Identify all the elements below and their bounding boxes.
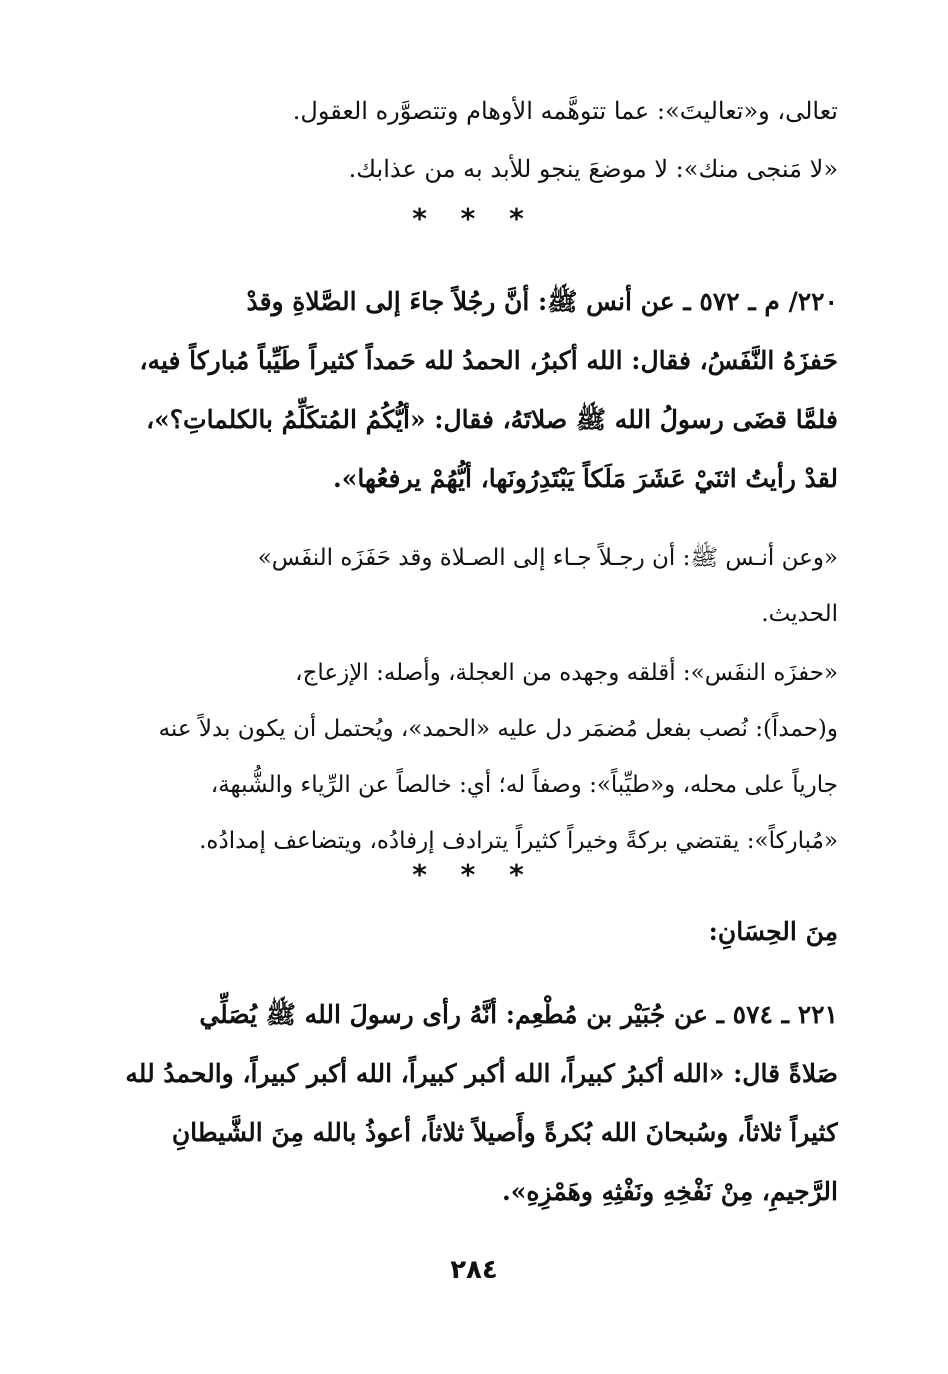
hadith-220 [110,272,838,508]
hadith-220-line-2: حَفزَهُ النَّفَسُ، فقال: الله أكبرُ، الحمدُ لله حَمداً كثيراً طَيِّباً مُباركاً فيه، [139,346,838,375]
section-separator: * * * [412,858,536,891]
book-page [110,0,838,1374]
commentary-explanation [110,645,838,869]
page-number: ٢٨٤ [450,1255,498,1285]
hadith-220-line-3: فلمَّا قضَى رسولُ الله ﷺ صلاتَهُ، فقال: «أيُّكُمُ المُتكَلِّمُ بالكلماتِ؟»، [146,405,838,434]
hadith-221-line-1: ٢٢١ ـ ٥٧٤ ـ عن جُبَيْر بن مُطْعِم: أنَّهُ رأى رسولَ الله ﷺ يُصَلِّي [199,1000,838,1029]
hadith-221-line-3: كثيراً ثلاثاً، وسُبحانَ الله بُكرةً وأَصيلاً ثلاثاً، أعوذُ بالله مِنَ الشَّيطانِ [171,1118,838,1147]
hadith-221-line-4: الرَّجيمِ، مِنْ نَفْخِهِ ونَفْثِهِ وهَمْزِهِ». [502,1177,838,1206]
section-separator: * * * [412,202,536,235]
commentary-quote [110,530,838,642]
commentary-explanation-line-2: و(حمداً): نُصب بفعل مُضمَر دل عليه «الحمد»، ويُحتمل أن يكون بدلاً عنه [158,716,838,742]
commentary-quote-line-1: «وعن أنـس ﷺ: أن رجـلاً جـاء إلى الصـلاة وقد حَفَزَه النفَس» [257,545,838,571]
hadith-221 [110,985,838,1221]
section-heading: مِنَ الحِسَانِ: [708,917,838,946]
commentary-explanation-line-3: جارياً على محله، و«طيِّباً»: وصفاً له؛ أي: خالصاً عن الرِّياء والشُّبهة، [210,772,838,798]
hadith-220-line-1: ٢٢٠/ م ـ ٥٧٢ ـ عن أنس ﷺ: أنَّ رجُلاً جاءَ إلى الصَّلاةِ وقدْ [246,287,838,316]
commentary-explanation-line-1: «حفزَه النفَس»: أقلقه وجهده من العجلة، وأصله: الإزعاج، [295,660,838,686]
commentary-explanation-line-4: «مُباركاً»: يقتضي بركةً وخيراً كثيراً يترادف إرفادُه، ويتضاعف إمدادُه. [199,828,838,854]
hadith-220-line-4: لقدْ رأيتُ اثنَيْ عَشَرَ مَلَكاً يَبْتَدِرُونَها، أيُّهُمْ يرفعُها». [332,464,838,493]
intro-line-2: «لا مَنجى منك»: لا موضعَ ينجو للأبد به من عذابك. [348,155,838,183]
intro-line-1: تعالى، و«تعاليتَ»: عما تتوهَّمه الأوهام وتتصوَّره العقول. [292,97,838,125]
commentary-quote-line-2: الحديث. [761,601,838,627]
hadith-221-line-2: صَلاةً قال: «الله أكبرُ كبيراً، الله أكبر كبيراً، الله أكبر كبيراً، والحمدُ لله [125,1059,838,1088]
intro-text [110,82,838,198]
